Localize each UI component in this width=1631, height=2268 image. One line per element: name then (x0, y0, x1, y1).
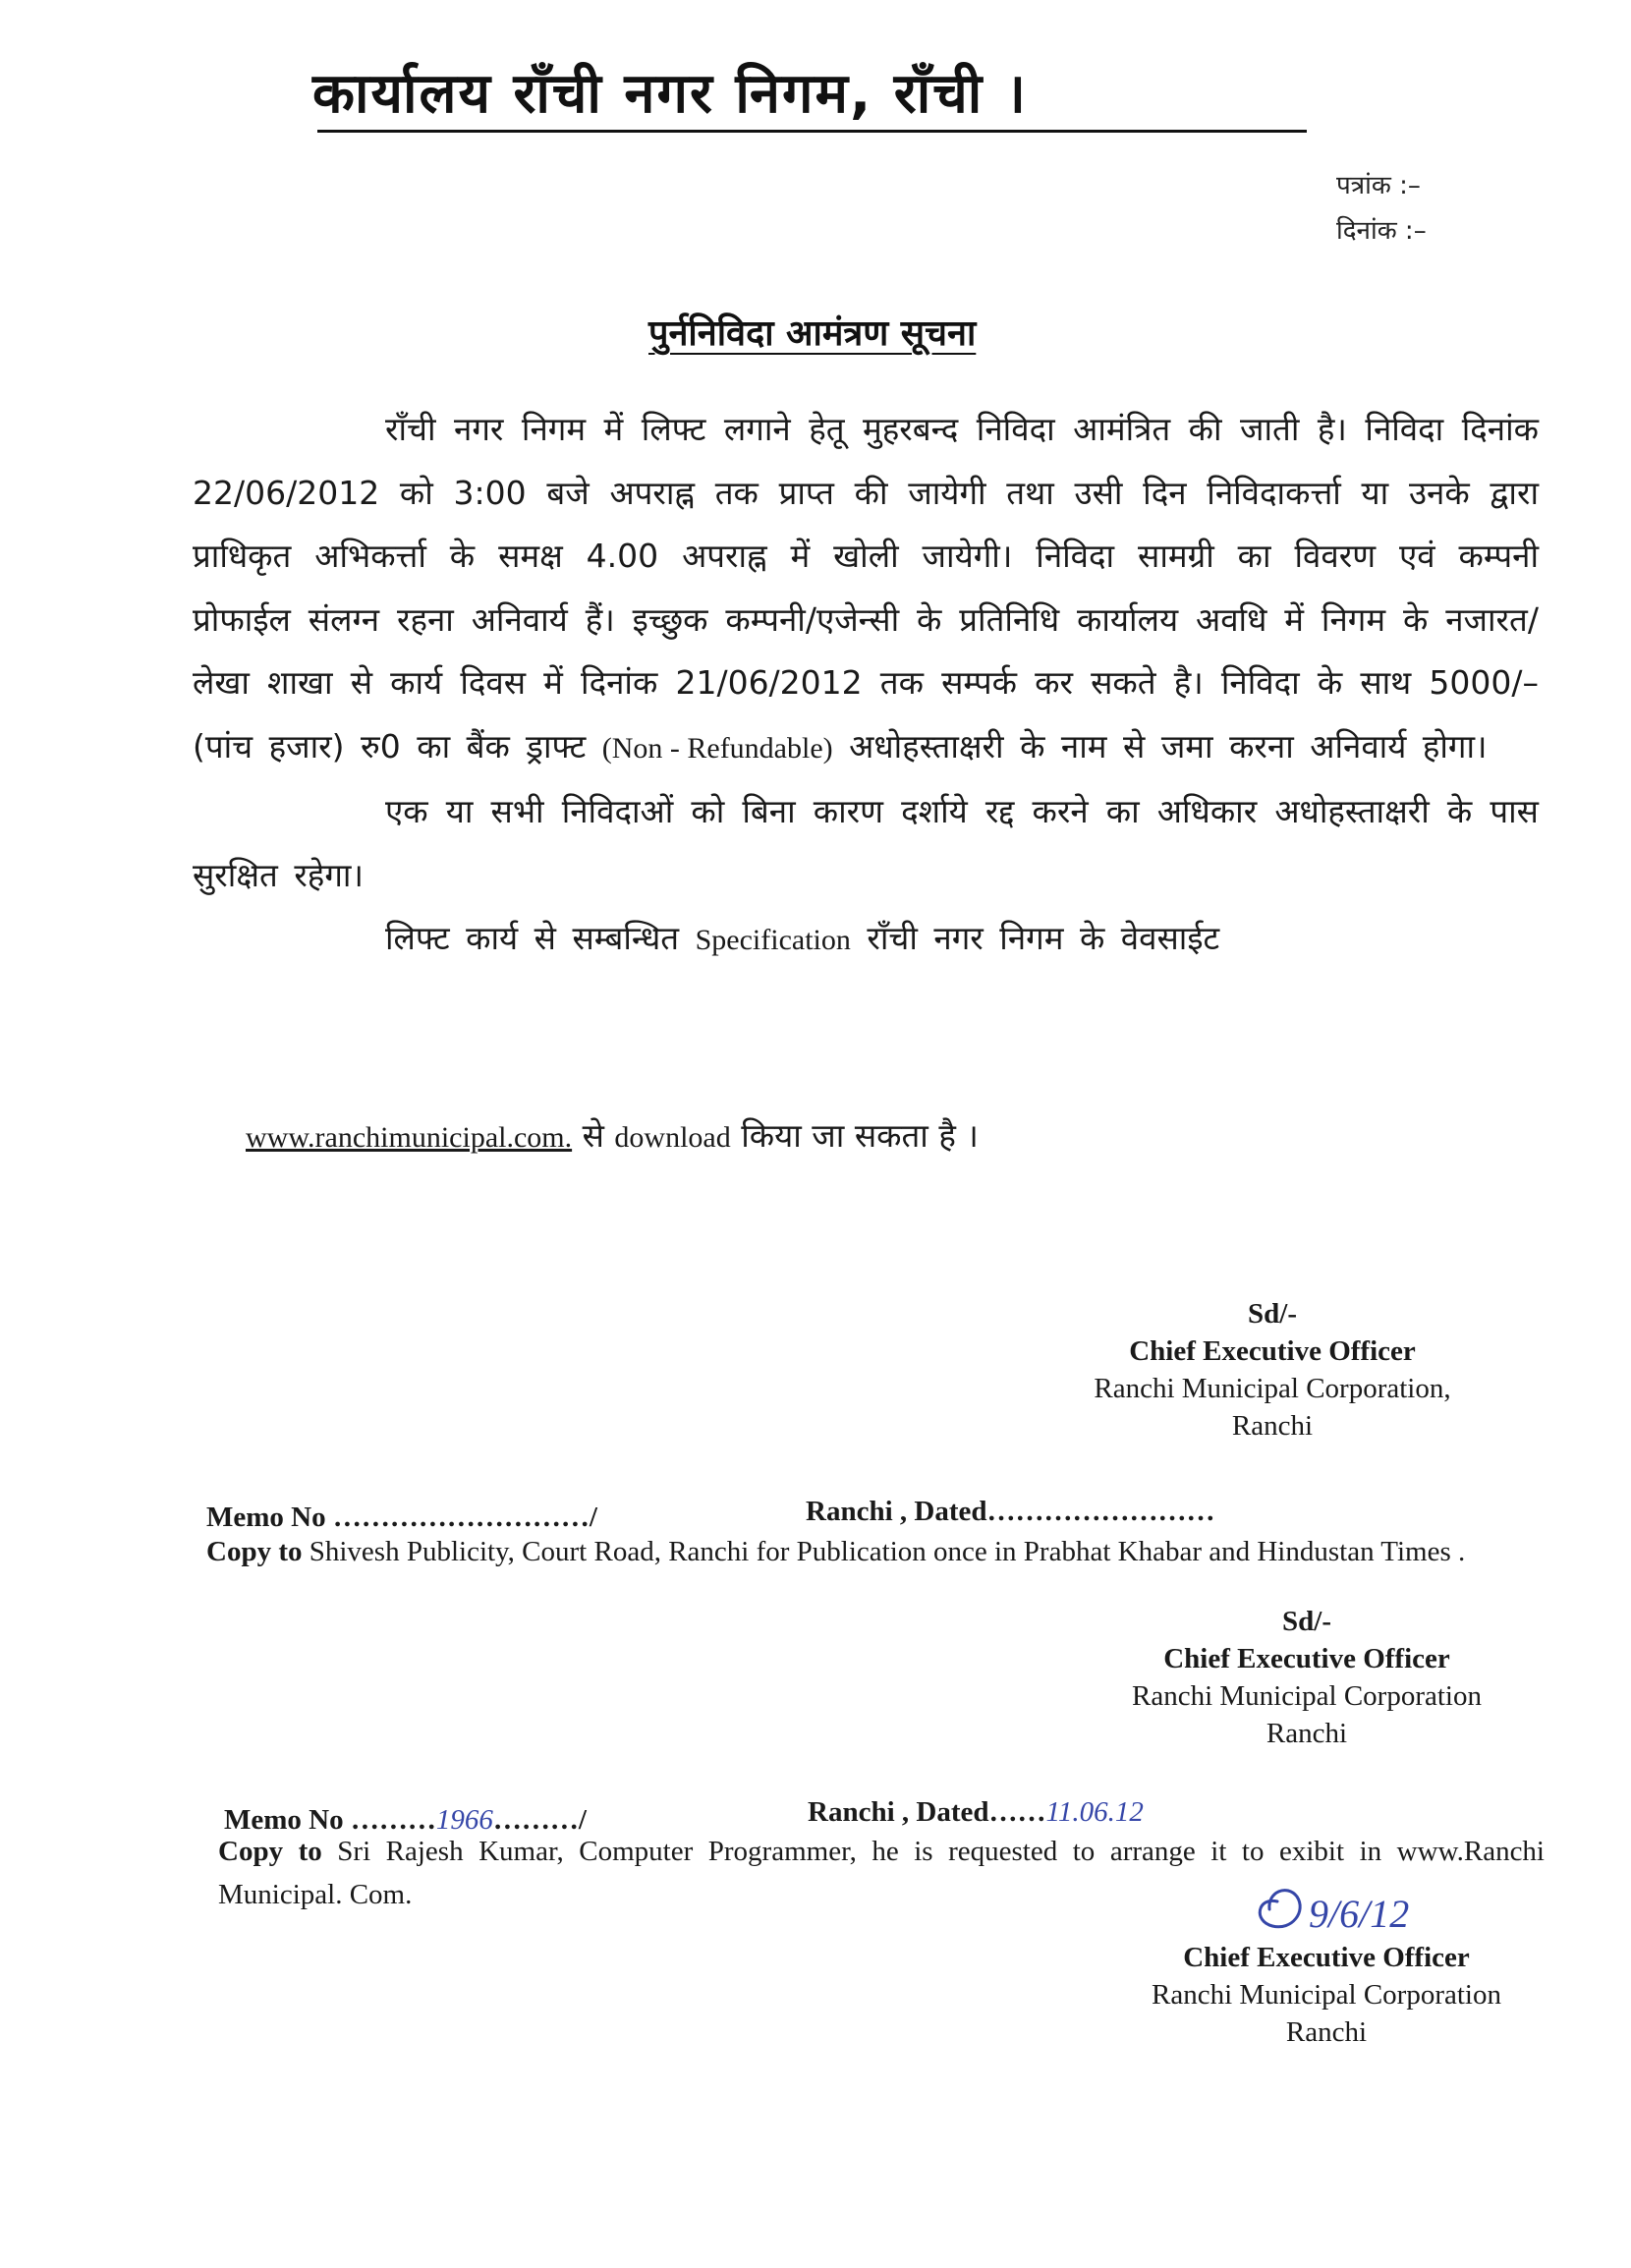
website-line (246, 1112, 979, 1157)
title-underline (317, 130, 1307, 133)
patrank-label: पत्रांक :– (1336, 171, 1421, 200)
signatory-org: Ranchi Municipal Corporation (1132, 1680, 1482, 1712)
signature-block-3 (1091, 1939, 1562, 2051)
copy-to-1 (206, 1530, 1513, 1573)
notice-title: पुर्ननिविदा आमंत्रण सूचना (648, 313, 977, 354)
notice-paragraph-3 (193, 907, 1539, 973)
signatory-city: Ranchi (1285, 2016, 1368, 2048)
copy-to-label: Copy to (206, 1536, 303, 1567)
sd-mark: Sd/- (1282, 1606, 1331, 1637)
sd-mark: Sd/- (1248, 1298, 1297, 1330)
signatory-org: Ranchi Municipal Corporation, (1094, 1373, 1451, 1404)
para3-text: लिफ्ट कार्य से सम्बन्धित (385, 919, 696, 957)
para1-tail: अधोहस्ताक्षरी के नाम से जमा करना अनिवार्य होगा। (832, 726, 1488, 765)
signature-block-2 (1071, 1603, 1543, 1752)
signatory-org: Ranchi Municipal Corporation (1152, 1979, 1501, 2011)
signatory-designation: Chief Executive Officer (1129, 1335, 1416, 1367)
memo-number-handwritten: 1966 (435, 1804, 493, 1836)
signatory-designation: Chief Executive Officer (1163, 1643, 1450, 1674)
dated-prefix: Ranchi , Dated…… (808, 1796, 1046, 1828)
signatory-city: Ranchi (1265, 1718, 1348, 1749)
memo-no-1: Memo No ………………………/ (206, 1502, 597, 1533)
para3-tail: राँची नगर निगम के वेवसाईट (850, 919, 1220, 957)
memo-prefix: Memo No ……… (224, 1804, 436, 1836)
memo-suffix: ………/ (492, 1804, 587, 1836)
website-link[interactable]: www.ranchimunicipal.com. (246, 1121, 573, 1154)
office-title: कार्यालय राँची नगर निगम, राँची । (312, 62, 1028, 126)
para1-text: राँची नगर निगम में लिफ्ट लगाने हेतू मुहरबन्द निविदा आमंत्रित की जाती है। निविदा दिनांक 22/06/2012 को 3:00 बजे अपराह्न तक प्राप्त की जायेगी तथा उसी दिन निविदाकर्त्ता या उनके द्वारा प्राधिकृत अभिकर्त्ता के समक्ष 4.00 अपराह्न में खोली जायेगी। निविदा सामग्री का विवरण एवं कम्पनी प्रोफाईल संलग्न रहना अनिवार्य हैं। इच्छुक कम्पनी/एजेन्सी के प्रतिनिधि कार्यालय अवधि में निगम के नजारत/लेखा शाखा से कार्य दिवस में दिनांक 21/06/2012 तक सम्पर्क कर सकते है। निविदा के साथ 5000/– (पांच हजार) रु0 का बैंक ड्राफ्ट (193, 410, 1539, 765)
notice-paragraph-2: एक या सभी निविदाओं को बिना कारण दर्शाये रद्द करने का अधिकार अधोहस्ताक्षरी के पास सुरक्षित रहेगा। (193, 792, 1539, 894)
notice-paragraph-1 (193, 398, 1539, 780)
web-tail: किया जा सकता है । (730, 1116, 979, 1155)
notice-body (193, 398, 1539, 973)
dated-handwritten: 11.06.12 (1045, 1796, 1144, 1828)
web-se: से (572, 1116, 615, 1155)
reference-block (1336, 163, 1427, 254)
non-refundable-text: (Non - Refundable) (601, 731, 833, 765)
handwritten-initial-signature (1248, 1862, 1464, 1951)
web-download: download (614, 1121, 731, 1154)
specification-text: Specification (695, 924, 851, 956)
memo-dated-1: Ranchi , Dated…………………… (806, 1496, 1215, 1527)
dinank-label: दिनांक :– (1336, 216, 1427, 246)
copy-to-text: Sri Rajesh Kumar, Computer Programmer, he is requested to arrange it to exibit in www.Ranchi Municipal. Com. (218, 1836, 1545, 1910)
signature-block-1 (1041, 1295, 1503, 1445)
signatory-city: Ranchi (1231, 1410, 1314, 1442)
copy-to-label: Copy to (218, 1836, 322, 1867)
memo-dated-2 (808, 1796, 1144, 1829)
initial-date: 9/6/12 (1309, 1892, 1410, 1936)
signatory-designation: Chief Executive Officer (1183, 1942, 1470, 1973)
copy-to-text: Shivesh Publicity, Court Road, Ranchi for Publication once in Prabhat Khabar and Hindustan Times . (302, 1536, 1466, 1567)
